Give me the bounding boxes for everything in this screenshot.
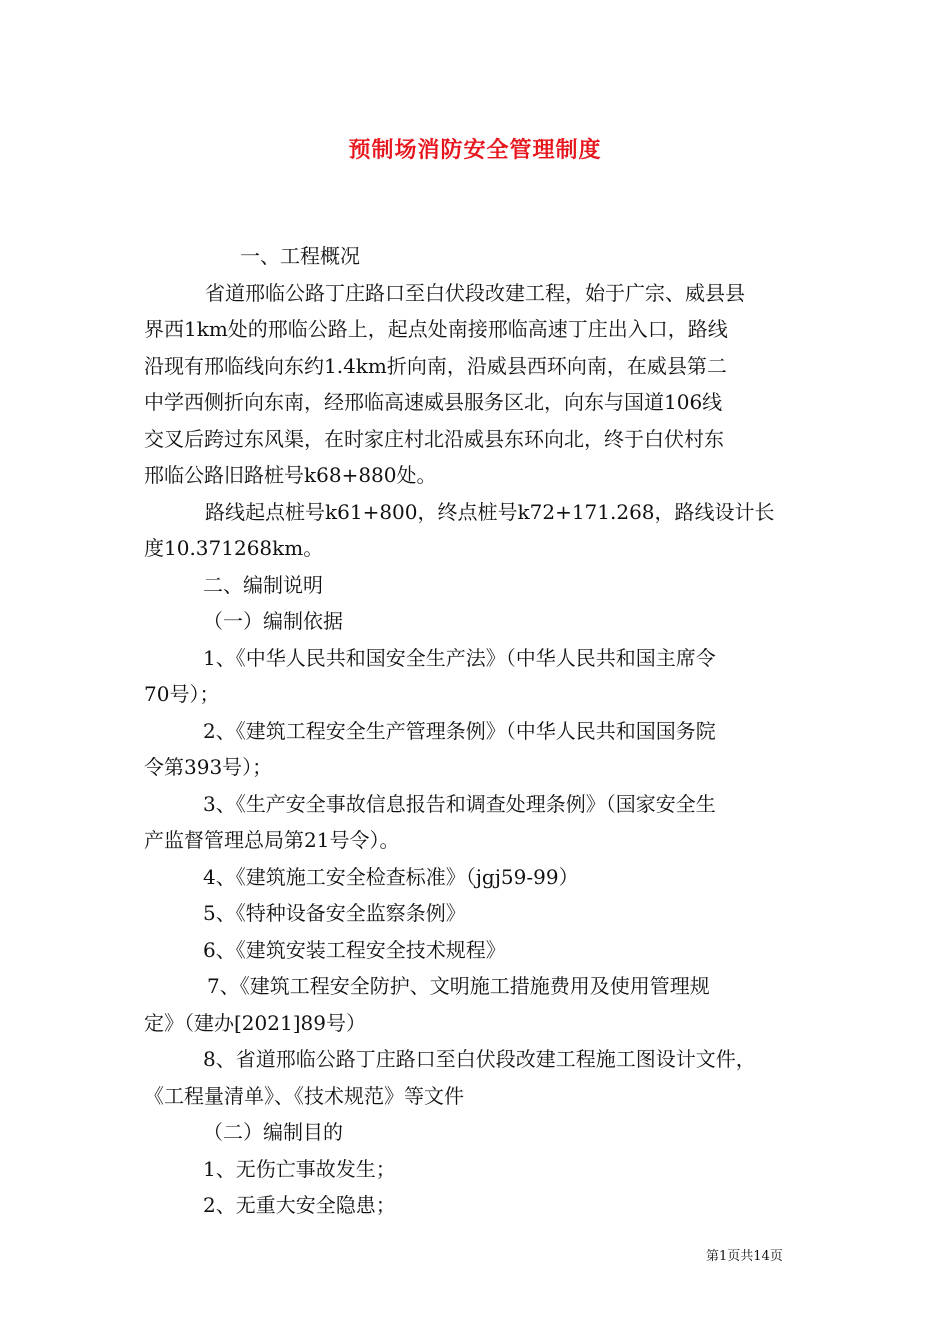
list-item: 5、《特种设备安全监察条例》 — [203, 901, 466, 925]
list-item: 4、《建筑施工安全检查标准》（jgj59-99） — [203, 864, 579, 889]
list-item-continuation: 令第393号）； — [144, 755, 273, 779]
document-title: 预制场消防安全管理制度 — [348, 138, 602, 163]
paragraph-line: 邢临公路旧路桩号k68+880处。 — [144, 463, 437, 487]
list-item-continuation: 产监督管理总局第21号令）。 — [144, 828, 400, 852]
list-item: 8、省道邢临公路丁庄路口至白伏段改建工程施工图设计文件， — [203, 1047, 756, 1071]
paragraph-line: 界西1km处的邢临公路上，起点处南接邢临高速丁庄出入口，路线 — [144, 317, 728, 341]
list-item: 7、《建筑工程安全防护、文明施工措施费用及使用管理规 — [207, 974, 710, 998]
paragraph-line: 中学西侧折向东南，经邢临高速威县服务区北，向东与国道106线 — [144, 390, 723, 414]
section-heading-2: 二、编制说明 — [203, 572, 323, 597]
paragraph-line: 交叉后跨过东风渠，在时家庄村北沿威县东环向北，终于白伏村东 — [144, 426, 724, 451]
subsection-heading-2: （二）编制目的 — [203, 1120, 343, 1144]
list-item-continuation: 70号）； — [144, 682, 220, 706]
list-item: 6、《建筑安装工程安全技术规程》 — [203, 937, 506, 962]
list-item-continuation: 定》（建办[2021]89号） — [144, 1010, 366, 1035]
list-item: 1、《中华人民共和国安全生产法》（中华人民共和国主席令 — [203, 645, 716, 670]
list-item: 2、无重大安全隐患； — [203, 1193, 396, 1217]
list-item: 3、《生产安全事故信息报告和调查处理条例》（国家安全生 — [203, 791, 716, 816]
paragraph-line: 省道邢临公路丁庄路口至白伏段改建工程，始于广宗、威县县 — [205, 280, 745, 305]
section-heading-1: 一、工程概况 — [240, 244, 360, 268]
list-item-continuation: 《工程量清单》、《技术规范》等文件 — [144, 1083, 464, 1108]
paragraph-line: 沿现有邢临线向东约1.4km折向南，沿威县西环向南，在威县第二 — [144, 353, 727, 378]
page-number: 第1页共14页 — [706, 1249, 783, 1264]
paragraph-line: 路线起点桩号k61+800，终点桩号k72+171.268，路线设计长 — [205, 499, 775, 524]
paragraph-line: 度10.371268km。 — [144, 536, 324, 560]
list-item: 1、无伤亡事故发生； — [203, 1156, 396, 1181]
subsection-heading-1: （一）编制依据 — [203, 609, 343, 633]
list-item: 2、《建筑工程安全生产管理条例》（中华人民共和国国务院 — [203, 718, 716, 743]
document-body — [144, 238, 808, 1224]
